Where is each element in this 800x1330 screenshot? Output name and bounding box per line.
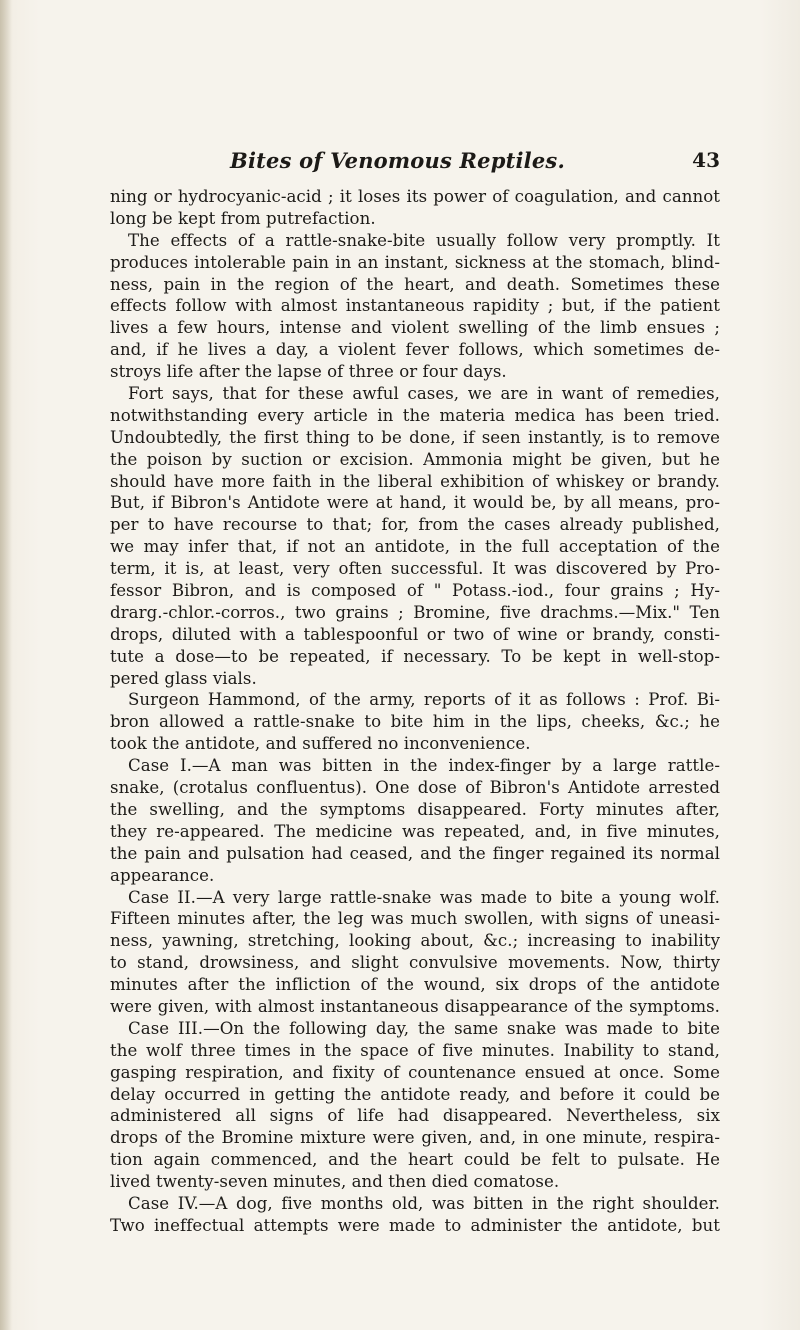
text-line: Undoubtedly, the first thing to be done, if seen instantly, is to remove bbox=[110, 427, 720, 447]
text-line: Case IV.—A dog, five months old, was bitten in the right shoulder. bbox=[128, 1193, 720, 1213]
text-line: we may infer that, if not an antidote, in the full acceptation of the bbox=[110, 537, 720, 557]
page-number: 43 bbox=[692, 148, 720, 172]
text-line: drops, diluted with a tablespoonful or two of wine or brandy, consti- bbox=[110, 624, 720, 644]
text-line: fessor Bibron, and is composed of " Potass.-iod., four grains ; Hy- bbox=[110, 581, 720, 601]
text-line: notwithstanding every article in the materia medica has been tried. bbox=[110, 405, 720, 425]
text-line: snake, (crotalus confluentus). One dose of Bibron's Antidote arrested bbox=[110, 778, 720, 798]
text-line: term, it is, at least, very often successful. It was discovered by Pro- bbox=[110, 559, 720, 579]
running-title: Bites of Venomous Reptiles. bbox=[230, 148, 565, 173]
text-line: should have more faith in the liberal exhibition of whiskey or brandy. bbox=[110, 471, 720, 491]
text-line: Fort says, that for these awful cases, we are in want of remedies, bbox=[128, 384, 720, 404]
text-line: Case I.—A man was bitten in the index-finger by a large rattle- bbox=[128, 756, 720, 776]
text-line: gasping respiration, and fixity of countenance ensued at once. Some bbox=[110, 1062, 720, 1082]
text-line: took the antidote, and suffered no inconvenience. bbox=[110, 734, 531, 754]
text-line: Fifteen minutes after, the leg was much swollen, with signs of uneasi- bbox=[110, 909, 720, 929]
text-line: Case III.—On the following day, the same snake was made to bite bbox=[128, 1018, 720, 1038]
text-line: the pain and pulsation had ceased, and the finger regained its normal bbox=[110, 843, 720, 863]
text-line: drarg.-chlor.-corros., two grains ; Bromine, five drachms.—Mix." Ten bbox=[110, 602, 720, 622]
text-line: appearance. bbox=[110, 865, 215, 885]
body-text bbox=[110, 186, 720, 1237]
running-head bbox=[100, 148, 720, 174]
text-line: minutes after the infliction of the wound, six drops of the antidote bbox=[110, 975, 720, 995]
text-line: ning or hydrocyanic-acid ; it loses its power of coagulation, and cannot bbox=[110, 187, 720, 206]
text-line: and, if he lives a day, a violent fever follows, which sometimes de- bbox=[110, 340, 720, 360]
text-line: ness, yawning, stretching, looking about, &c.; increasing to inability bbox=[110, 931, 720, 951]
text-line: stroys life after the lapse of three or four days. bbox=[110, 362, 507, 382]
text-line: bron allowed a rattle-snake to bite him in the lips, cheeks, &c.; he bbox=[110, 712, 720, 732]
text-line: pered glass vials. bbox=[110, 668, 257, 688]
text-line: The effects of a rattle-snake-bite usually follow very promptly. It bbox=[128, 230, 720, 250]
text-line: the swelling, and the symptoms disappeared. Forty minutes after, bbox=[110, 799, 720, 819]
text-line: But, if Bibron's Antidote were at hand, it would be, by all means, pro- bbox=[110, 493, 720, 513]
text-line: the wolf three times in the space of five minutes. Inability to stand, bbox=[110, 1040, 720, 1060]
text-line: ness, pain in the region of the heart, and death. Sometimes these bbox=[110, 274, 720, 294]
text-line: lives a few hours, intense and violent swelling of the limb ensues ; bbox=[110, 318, 720, 338]
text-line: effects follow with almost instantaneous rapidity ; but, if the patient bbox=[110, 296, 720, 316]
page-spine-shadow bbox=[0, 0, 12, 1330]
text-line: tion again commenced, and the heart could be felt to pulsate. He bbox=[110, 1150, 720, 1170]
text-line: per to have recourse to that; for, from the cases already published, bbox=[110, 515, 720, 535]
text-line: to stand, drowsiness, and slight convulsive movements. Now, thirty bbox=[110, 953, 720, 973]
text-line: were given, with almost instantaneous disappearance of the symptoms. bbox=[110, 996, 720, 1016]
text-line: they re-appeared. The medicine was repeated, and, in five minutes, bbox=[110, 821, 720, 841]
text-line: the poison by suction or excision. Ammonia might be given, but he bbox=[110, 449, 720, 469]
text-line: delay occurred in getting the antidote ready, and before it could be bbox=[110, 1084, 720, 1104]
text-line: Surgeon Hammond, of the army, reports of it as follows : Prof. Bi- bbox=[128, 690, 720, 710]
text-line: lived twenty-seven minutes, and then died comatose. bbox=[110, 1172, 560, 1192]
text-line: produces intolerable pain in an instant, sickness at the stomach, blind- bbox=[110, 252, 720, 272]
text-line: Two ineffectual attempts were made to administer the antidote, but bbox=[110, 1215, 720, 1235]
text-line: Case II.—A very large rattle-snake was made to bite a young wolf. bbox=[128, 887, 720, 907]
text-line: administered all signs of life had disappeared. Nevertheless, six bbox=[110, 1106, 720, 1126]
text-line: tute a dose—to be repeated, if necessary. To be kept in well-stop- bbox=[110, 646, 720, 666]
text-line: long be kept from putrefaction. bbox=[110, 208, 376, 228]
text-line: drops of the Bromine mixture were given, and, in one minute, respira- bbox=[110, 1128, 720, 1148]
